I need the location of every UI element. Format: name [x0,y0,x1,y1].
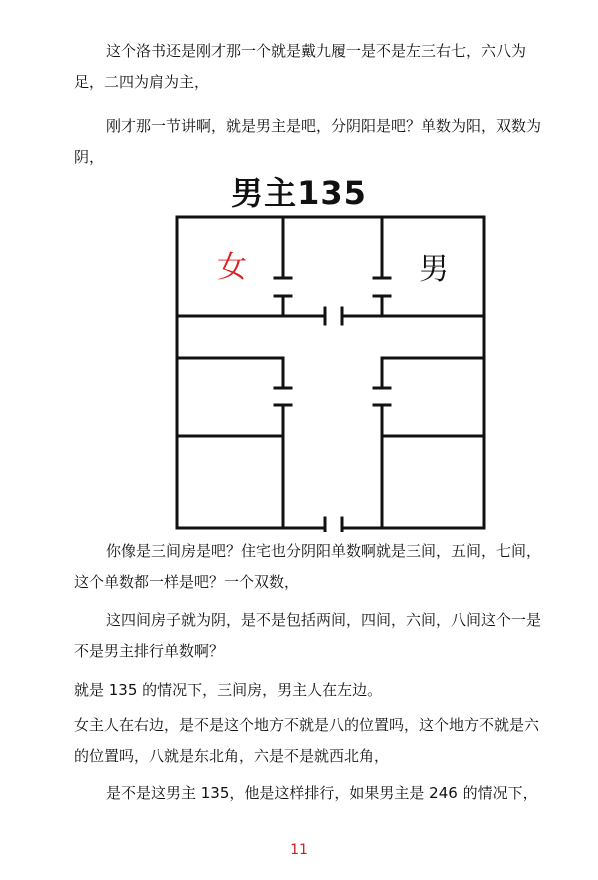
paragraph-2: 刚才那一节讲啊，就是男主是吧，分阴阳是吧？单数为阳，双数为阴， [74,117,542,166]
paragraph-7: 是不是这男主 135，他是这样排行，如果男主是 246 的情况下， [106,784,538,802]
diagram-title: 男主135 [231,174,367,212]
floor-plan-diagram [170,212,490,532]
page-number: 11 [290,842,308,858]
room-label-male: 男 [419,252,449,287]
paragraph-3: 你像是三间房是吧？住宅也分阴阳单数啊就是三间，五间，七间，这个单数都一样是吧？一个双数， [74,542,542,591]
paragraph-1: 这个洛书还是刚才那一个就是戴九履一是不是左三右七，六八为足，二四为肩为主， [74,42,527,91]
paragraph-5: 就是 135 的情况下，三间房，男主人在左边。 [74,681,383,699]
paragraph-4: 这四间房子就为阴，是不是包括两间，四间，六间，八间这个一是不是男主排行单数啊？ [74,611,542,660]
paragraph-6: 女主人在右边，是不是这个地方不就是八的位置吗，这个地方不就是六的位置吗，八就是东北角，六是不是就西北角， [74,716,540,765]
room-label-female: 女 [217,250,247,285]
